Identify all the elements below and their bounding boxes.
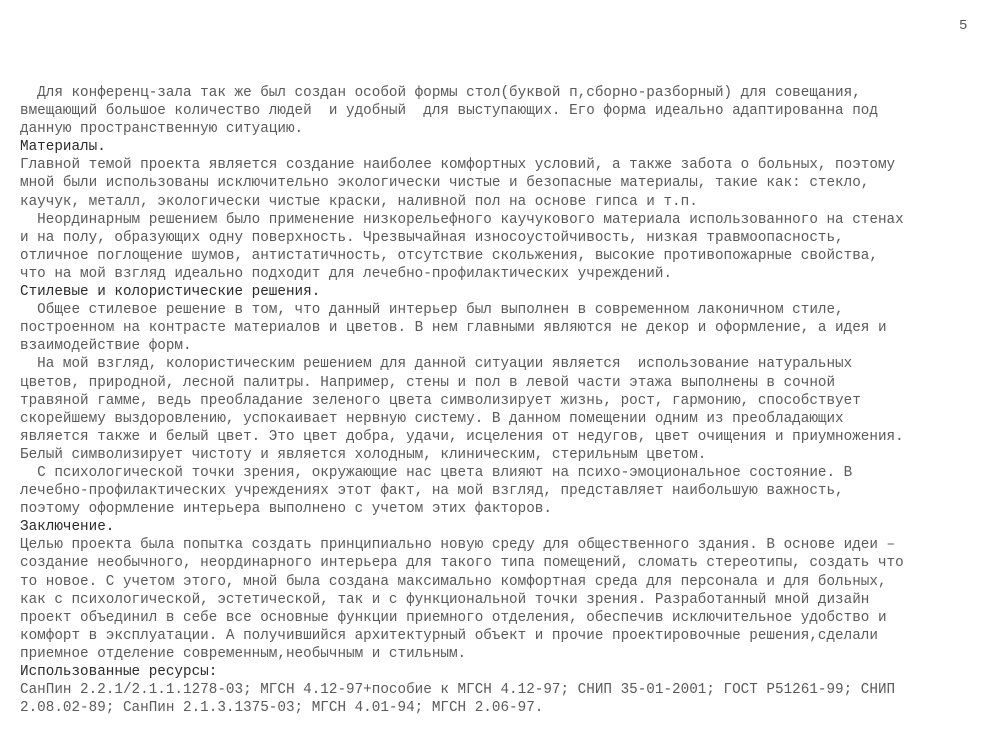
- text-line: как с психологической, эстетической, так и с функциональной точки зрения. Разработанный мной дизайн: [20, 591, 870, 608]
- text-line: что на мой взгляд идеально подходит для лечебно-профилактических учреждений.: [20, 265, 673, 282]
- text-line: создание необычного, неординарного интерьера для такого типа помещений, сломать стереотипы, создать что: [20, 555, 904, 572]
- text-line: комфорт в эксплуатации. А получившийся архитектурный объект и прочие проектировочные решения,сделали: [20, 627, 878, 644]
- text-line: и на полу, образующих одну поверхность. Чрезвычайная износоустойчивость, низкая травмоопасность,: [20, 229, 844, 246]
- text-line: скорейшему выздоровлению, успокаивает нервную систему. В данном помещении одним из преобладающих: [20, 410, 844, 427]
- text-line: Общее стилевое решение в том, что данный интерьер был выполнен в современном лаконичном стиле,: [20, 302, 844, 319]
- text-line: поэтому оформление интерьера выполнено с учетом этих факторов.: [20, 501, 552, 518]
- text-line: СанПин 2.2.1/2.1.1.1278-03; МГСН 4.12-97+пособие к МГСН 4.12-97; СНИП 35-01-2001; ГОСТ Р51261-99; СНИП: [20, 682, 896, 699]
- text-line: Неординарным решением было применение низкорельефного каучукового материала использованного на стенах: [20, 211, 904, 228]
- section-heading: Материалы.: [20, 139, 106, 156]
- section-heading: Стилевые и колористические решения.: [20, 284, 321, 301]
- text-line: Целью проекта была попытка создать принципиально новую среду для общественного здания. В основе идеи –: [20, 537, 896, 554]
- text-line: Белый символизирует чистоту и является холодным, клиническим, стерильным цветом.: [20, 446, 707, 463]
- text-line: цветов, природной, лесной палитры. Например, стены и пол в левой части этажа выполнены в сочной: [20, 374, 836, 391]
- text-line: 2.08.02-89; СанПин 2.1.3.1375-03; МГСН 4.01-94; МГСН 2.06-97.: [20, 700, 544, 717]
- text-line: отличное поглощение шумов, антистатичность, отсутствие скольжения, высокие противопожарные свойства,: [20, 247, 878, 264]
- text-line: то новое. С учетом этого, мной была создана максимально комфортная среда для персонала и для больных,: [20, 573, 887, 590]
- section-heading: Заключение.: [20, 519, 115, 536]
- text-line: Для конференц-зала так же был создан особой формы стол(буквой п,сборно-разборный) для совещания,: [20, 85, 861, 101]
- text-line: мной были использованы исключительно экологически чистые и безопасные материалы, такие как: стекло,: [20, 175, 870, 192]
- text-line: взаимодействие форм.: [20, 338, 192, 355]
- text-line: Главной темой проекта является создание наиболее комфортных условий, а также забота о больных, поэтому: [20, 157, 896, 174]
- text-line: каучук, металл, экологически чистые краски, наливной пол на основе гипса и т.п.: [20, 193, 698, 210]
- document-body: [20, 84, 982, 717]
- text-line: вмещающий большое количество людей и удобный для выступающих. Его форма идеально адаптированна под: [20, 103, 878, 120]
- text-line: С психологической точки зрения, окружающие нас цвета влияют на психо-эмоциональное состояние. В: [20, 464, 853, 481]
- text-line: проект объединил в себе все основные функции приемного отделения, обеспечив исключительное удобство и: [20, 609, 887, 626]
- page-number: 5: [959, 18, 968, 34]
- section-heading: Использованные ресурсы:: [20, 664, 218, 680]
- text-line: лечебно-профилактических учреждениях этот факт, на мой взгляд, представляет наибольшую важность,: [20, 483, 844, 500]
- text-line: травяной гамме, ведь преобладание зеленого цвета символизирует жизнь, рост, гармонию, способствует: [20, 392, 861, 409]
- text-line: приемное отделение современным,необычным и стильным.: [20, 645, 467, 662]
- text-line: данную пространственную ситуацию.: [20, 121, 304, 138]
- text-line: является также и белый цвет. Это цвет добра, удачи, исцеления от недугов, цвет очищения и приумножения.: [20, 428, 904, 445]
- text-line: На мой взгляд, колористическим решением для данной ситуации является использование натуральных: [20, 356, 853, 373]
- text-line: построенном на контрасте материалов и цветов. В нем главными являются не декор и оформление, а идея и: [20, 320, 887, 337]
